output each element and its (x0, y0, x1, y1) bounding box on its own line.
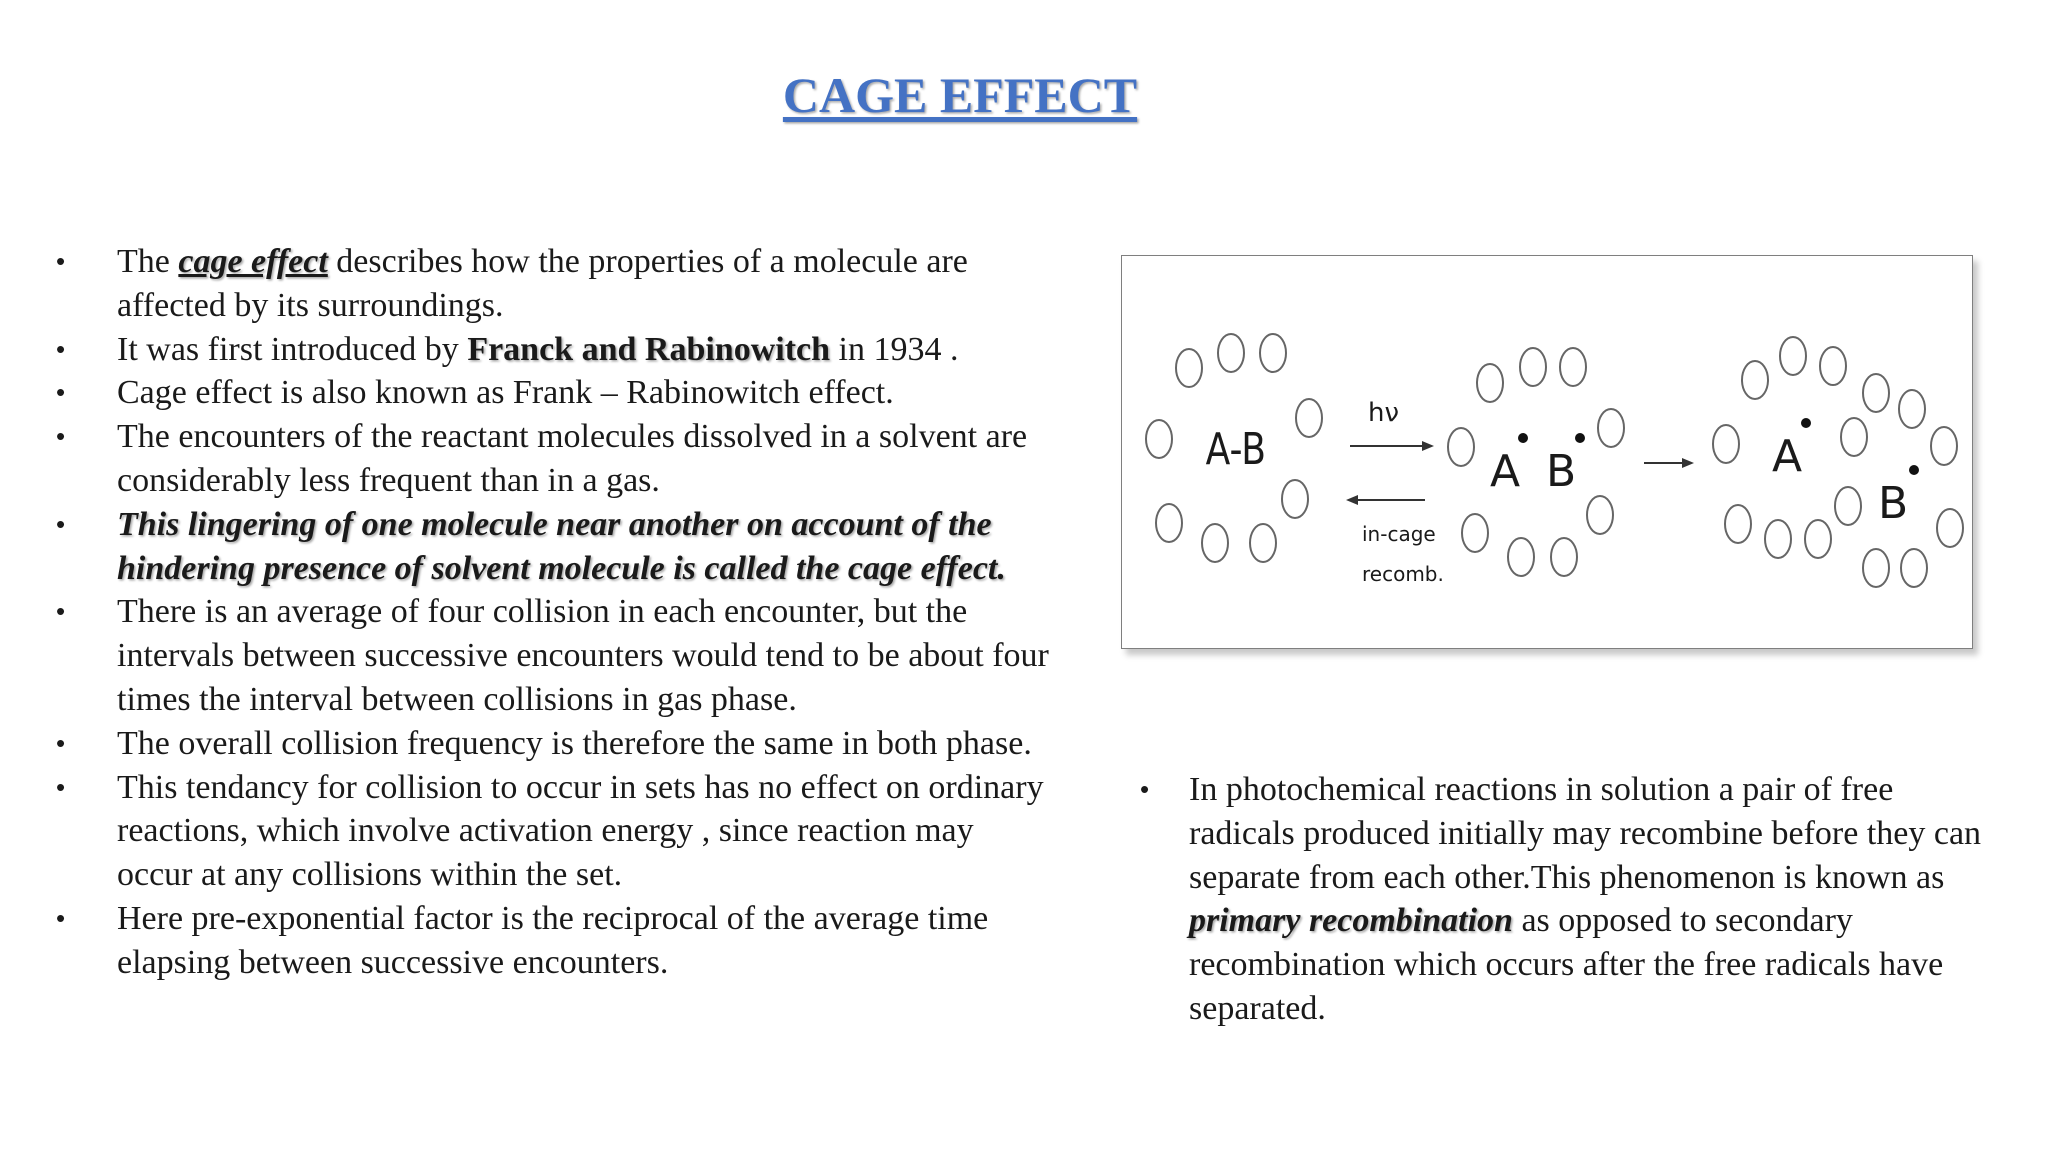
solvent-molecule (1156, 504, 1182, 542)
solvent-molecule (1713, 425, 1739, 463)
solvent-molecule (1742, 361, 1768, 399)
slide-title: CAGE EFFECT (782, 67, 1138, 123)
primary-recombination-term: primary recombination (1189, 902, 1513, 940)
bullet-item (1123, 768, 1993, 1031)
bullet-text: There is an average of four collision in each encounter, but the intervals between successive encounters would tend to be about four times the interval between collisions in gas phase. (117, 593, 1049, 718)
cage-effect-diagram (1121, 255, 1973, 649)
bullet-item (50, 503, 1050, 591)
radical-dot (1575, 433, 1585, 443)
bullet-text: The (117, 243, 179, 280)
solvent-molecule (1551, 538, 1577, 576)
solvent-molecule (1250, 524, 1276, 562)
solvent-molecule (1587, 496, 1613, 534)
radical-dot (1909, 465, 1919, 475)
solvent-molecule (1296, 399, 1322, 437)
bullet-text: Cage effect is also known as Frank – Rabinowitch effect. (117, 374, 894, 412)
bullet-item (50, 328, 1050, 372)
forward-arrowhead (1422, 441, 1434, 451)
bullet-text: This tendancy for collision to occur in sets has no effect on ordinary reactions, which involve activation energy , since reaction may occur at any collisions within the set. (117, 768, 1044, 894)
forward-arrow-label: hν (1368, 398, 1400, 428)
solvent-molecule (1901, 549, 1927, 587)
bullet-marker: • (56, 333, 66, 364)
radical-a-label: A (1490, 446, 1521, 497)
solvent-molecule (1820, 347, 1846, 385)
bullet-item (50, 897, 1050, 985)
diagram-svg (1122, 256, 1972, 648)
right-bullet-list (1123, 768, 1993, 1031)
solvent-molecule (1805, 520, 1831, 558)
bullet-text: describes how the properties of a molecule are affected by its surroundings. (117, 243, 968, 324)
bullet-text: as opposed to secondary recombination which occurs after the free radicals have separated. (1189, 902, 1944, 1027)
left-bullet-list (50, 240, 1050, 985)
solvent-molecule (1508, 538, 1534, 576)
solvent-molecule (1282, 480, 1308, 518)
solvent-molecule (1598, 409, 1624, 447)
bullet-marker: • (56, 902, 66, 933)
solvent-molecule (1899, 390, 1925, 428)
bullet-text: Here pre-exponential factor is the reciprocal of the average time elapsing between successive encounters. (117, 899, 989, 981)
bullet-marker: • (1140, 774, 1150, 804)
solvent-molecule (1841, 418, 1867, 456)
solvent-molecule (1462, 514, 1488, 552)
solvent-molecule (1863, 374, 1889, 412)
solvent-molecule (1448, 428, 1474, 466)
bullet-item (50, 722, 1050, 766)
bullet-item (50, 371, 1050, 415)
solvent-molecule (1765, 520, 1791, 558)
bullet-marker: • (56, 771, 66, 802)
bullet-item (50, 240, 1050, 328)
solvent-molecule (1218, 334, 1244, 372)
bullet-marker: • (56, 508, 66, 539)
solvent-molecule (1477, 364, 1503, 402)
bullet-item (50, 415, 1050, 503)
molecule-label: A-B (1205, 424, 1267, 475)
solvent-molecule (1260, 334, 1286, 372)
bullet-text: It was first introduced by (117, 330, 468, 368)
solvent-molecule (1931, 427, 1957, 465)
definition-text: This lingering of one molecule near another on account of the hindering presence of solvent molecule is called the cage effect. (117, 505, 1006, 587)
bullet-item (50, 766, 1050, 897)
radical-dot (1801, 418, 1811, 428)
reverse-arrowhead (1346, 495, 1358, 505)
bullet-marker: • (56, 246, 66, 276)
bullet-marker: • (56, 421, 66, 452)
bullet-marker: • (56, 596, 66, 627)
bullet-item (50, 590, 1050, 721)
separation-arrowhead (1682, 458, 1694, 468)
cage-effect-term: cage effect (178, 243, 328, 280)
bullet-text: The encounters of the reactant molecules dissolved in a solvent are considerably less frequent than in a gas. (117, 418, 1028, 499)
solvent-molecule (1176, 349, 1202, 387)
bullet-text: The overall collision frequency is therefore the same in both phase. (117, 724, 1032, 762)
solvent-molecule (1863, 549, 1889, 587)
bullet-marker: • (56, 377, 66, 408)
radical-b-label: B (1878, 478, 1909, 529)
solvent-molecule (1146, 420, 1172, 458)
bullet-text: in 1934 . (830, 330, 959, 368)
solvent-molecule (1835, 487, 1861, 525)
radical-b-label: B (1546, 446, 1577, 497)
solvent-molecule (1780, 337, 1806, 375)
solvent-molecule (1520, 348, 1546, 386)
bullet-marker: • (56, 727, 66, 758)
solvent-molecule (1937, 509, 1963, 547)
solvent-molecule (1202, 524, 1228, 562)
radical-dot (1518, 433, 1528, 443)
solvent-molecule (1560, 348, 1586, 386)
reverse-label-line2: recomb. (1362, 562, 1444, 586)
authors-term: Franck and Rabinowitch (467, 330, 831, 368)
solvent-molecule (1725, 505, 1751, 543)
reverse-label-line1: in-cage (1362, 522, 1436, 546)
bullet-text: In photochemical reactions in solution a pair of free radicals produced initially may recombine before they can separate from each other.This phenomenon is known as (1189, 771, 1982, 896)
radical-a-label: A (1772, 431, 1803, 482)
